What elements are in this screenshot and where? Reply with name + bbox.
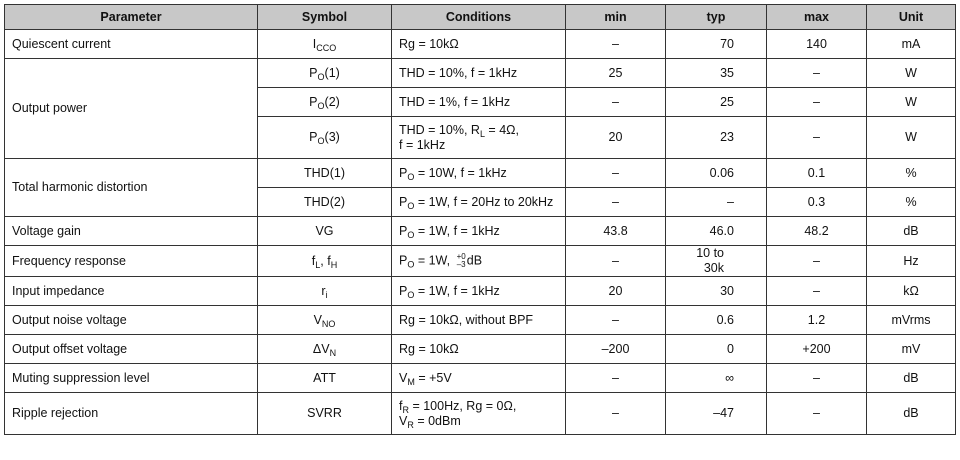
symbol-cell: ATT: [258, 364, 392, 393]
table-row: [5, 30, 956, 59]
symbol-cell: THD(2): [258, 188, 392, 217]
typ-cell: 46.0: [666, 217, 767, 246]
unit-cell: %: [867, 159, 956, 188]
max-cell: –: [767, 393, 867, 435]
symbol-cell: $\Delta V_N$: [258, 335, 392, 364]
unit-cell: mVrms: [867, 306, 956, 335]
unit-cell: dB: [867, 364, 956, 393]
typ-cell: 35: [666, 59, 767, 88]
table-row: [5, 217, 956, 246]
min-cell: –: [566, 393, 666, 435]
tolerance-fraction: +0 –3: [456, 252, 466, 269]
parameter-cell: Output offset voltage: [5, 335, 258, 364]
symbol-cell: $V_{NO}$: [258, 306, 392, 335]
conditions-cell: $P_O = 1W$, f = 1kHz: [392, 277, 566, 306]
max-cell: 48.2: [767, 217, 867, 246]
unit-cell: dB: [867, 217, 956, 246]
table-row: [5, 277, 956, 306]
typ-cell: ∞: [666, 364, 767, 393]
typ-cell: –: [666, 188, 767, 217]
parameter-cell: Ripple rejection: [5, 393, 258, 435]
table-row: [5, 159, 956, 188]
min-cell: 20: [566, 117, 666, 159]
max-cell: –: [767, 246, 867, 277]
typ-cell: 25: [666, 88, 767, 117]
unit-cell: %: [867, 188, 956, 217]
min-cell: 43.8: [566, 217, 666, 246]
min-cell: –: [566, 159, 666, 188]
min-cell: –: [566, 88, 666, 117]
unit-cell: Hz: [867, 246, 956, 277]
typ-cell: 0.06: [666, 159, 767, 188]
header-parameter: Parameter: [5, 5, 258, 30]
unit-cell: W: [867, 117, 956, 159]
parameter-cell: Frequency response: [5, 246, 258, 277]
min-cell: –: [566, 306, 666, 335]
max-cell: 1.2: [767, 306, 867, 335]
header-symbol: Symbol: [258, 5, 392, 30]
unit-cell: kΩ: [867, 277, 956, 306]
symbol-cell: $P_O(3)$: [258, 117, 392, 159]
table-row: [5, 306, 956, 335]
parameter-cell: Input impedance: [5, 277, 258, 306]
header-typ: typ: [666, 5, 767, 30]
symbol-cell: $P_O(2)$: [258, 88, 392, 117]
unit-cell: mA: [867, 30, 956, 59]
parameter-cell: Quiescent current: [5, 30, 258, 59]
symbol-cell: $I_{CCO}$: [258, 30, 392, 59]
conditions-cell: THD = 1%, f = 1kHz: [392, 88, 566, 117]
typ-cell: 23: [666, 117, 767, 159]
table-row: [5, 246, 956, 277]
symbol-cell: SVRR: [258, 393, 392, 435]
symbol-cell: $r_i$: [258, 277, 392, 306]
typ-cell: 0: [666, 335, 767, 364]
max-cell: +200: [767, 335, 867, 364]
table-row: [5, 59, 956, 88]
typ-cell: 30: [666, 277, 767, 306]
table-row: [5, 364, 956, 393]
unit-cell: mV: [867, 335, 956, 364]
parameter-cell: Total harmonic distortion: [5, 159, 258, 217]
unit-cell: W: [867, 88, 956, 117]
max-cell: 140: [767, 30, 867, 59]
header-unit: Unit: [867, 5, 956, 30]
max-cell: –: [767, 59, 867, 88]
conditions-cell: $P_O = 1W$, +0 –3 dB: [392, 246, 566, 277]
conditions-cell: $V_M = +5V$: [392, 364, 566, 393]
symbol-cell: THD(1): [258, 159, 392, 188]
min-cell: –: [566, 364, 666, 393]
conditions-cell: Rg = 10kΩ: [392, 30, 566, 59]
max-cell: 0.1: [767, 159, 867, 188]
max-cell: –: [767, 277, 867, 306]
typ-cell: 10 to 30k: [666, 246, 767, 277]
min-cell: –: [566, 188, 666, 217]
header-row: [5, 5, 956, 30]
unit-cell: W: [867, 59, 956, 88]
conditions-cell: THD = 10%, $R_L = 4\Omega$, f = 1kHz: [392, 117, 566, 159]
header-min: min: [566, 5, 666, 30]
parameter-cell: Output power: [5, 59, 258, 159]
table-row: [5, 393, 956, 435]
symbol-cell: $f_L$, $f_H$: [258, 246, 392, 277]
max-cell: 0.3: [767, 188, 867, 217]
max-cell: –: [767, 117, 867, 159]
min-cell: –: [566, 246, 666, 277]
typ-cell: 70: [666, 30, 767, 59]
min-cell: 25: [566, 59, 666, 88]
header-max: max: [767, 5, 867, 30]
max-cell: –: [767, 364, 867, 393]
parameter-cell: Muting suppression level: [5, 364, 258, 393]
conditions-cell: $P_O = 1W$, f = 20Hz to 20kHz: [392, 188, 566, 217]
conditions-cell: $P_O = 10W$, f = 1kHz: [392, 159, 566, 188]
conditions-cell: THD = 10%, f = 1kHz: [392, 59, 566, 88]
parameter-cell: Output noise voltage: [5, 306, 258, 335]
typ-cell: 0.6: [666, 306, 767, 335]
max-cell: –: [767, 88, 867, 117]
conditions-cell: Rg = 10kΩ, without BPF: [392, 306, 566, 335]
conditions-cell: $P_O = 1W$, f = 1kHz: [392, 217, 566, 246]
conditions-cell: Rg = 10kΩ: [392, 335, 566, 364]
electrical-characteristics-table: [4, 4, 956, 435]
symbol-cell: $P_O(1)$: [258, 59, 392, 88]
parameter-cell: Voltage gain: [5, 217, 258, 246]
conditions-cell: $f_R = 100Hz$, Rg = 0Ω, $V_R = 0dBm$: [392, 393, 566, 435]
unit-cell: dB: [867, 393, 956, 435]
symbol-cell: VG: [258, 217, 392, 246]
header-conditions: Conditions: [392, 5, 566, 30]
table-row: [5, 335, 956, 364]
min-cell: –200: [566, 335, 666, 364]
typ-cell: –47: [666, 393, 767, 435]
min-cell: –: [566, 30, 666, 59]
min-cell: 20: [566, 277, 666, 306]
